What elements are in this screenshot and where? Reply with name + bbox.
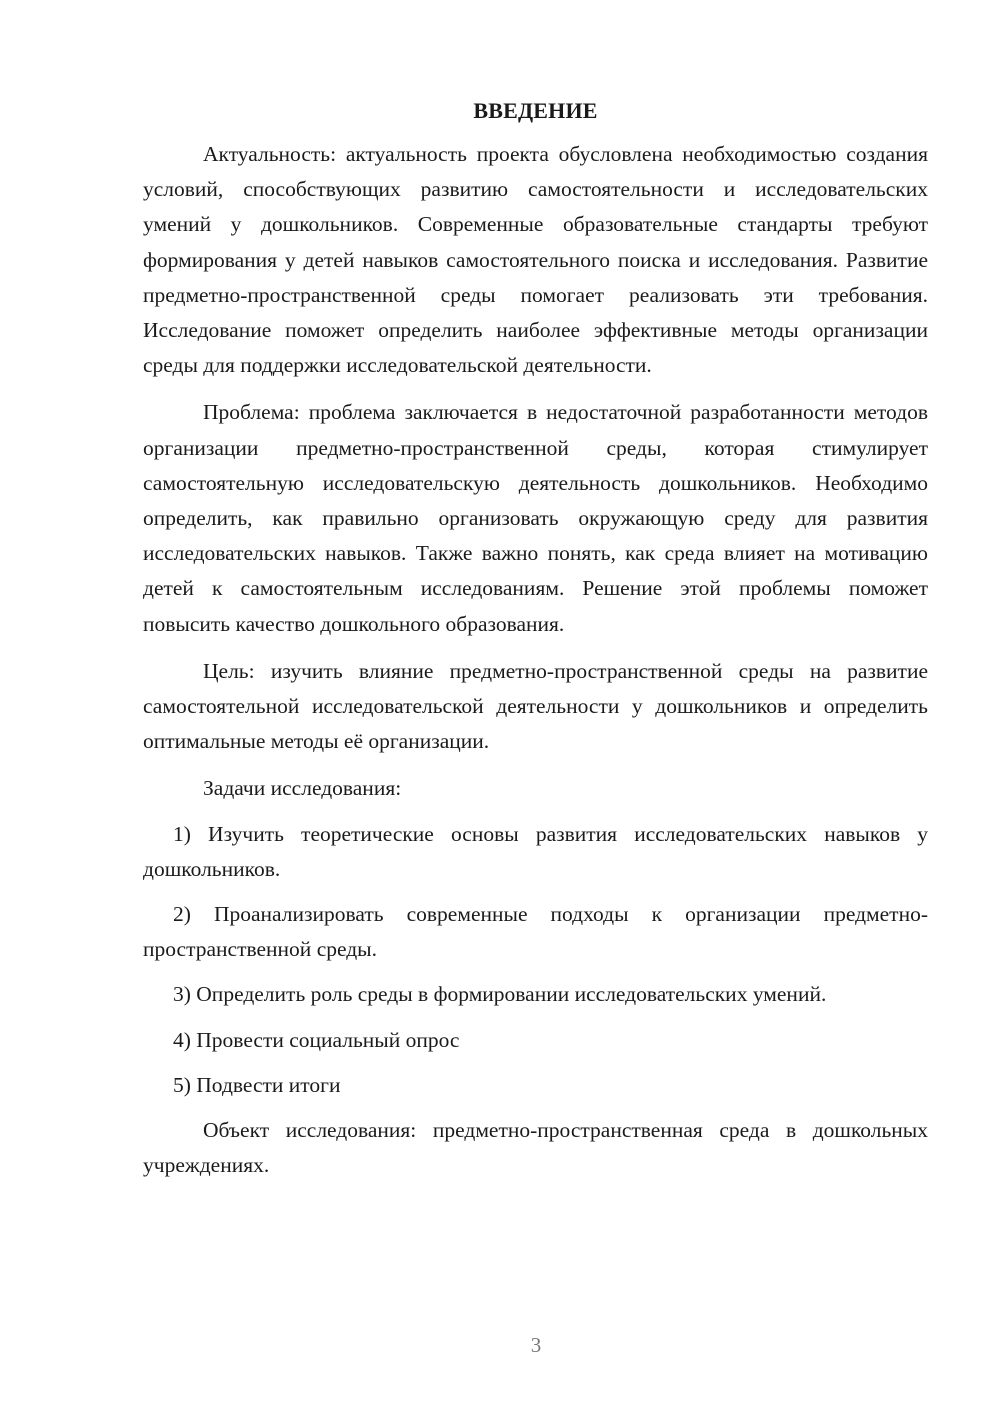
page-number: 3 <box>530 1333 542 1357</box>
relevance-paragraph: Актуальность: актуальность проекта обусловлена необходимостью создания условий, способствующих развитию самостоятельности и исследовательских умений у дошкольников. Современные образовательные стандарты требуют формирования у детей навыков самостоятельного поиска и исследования. Развитие предметно-пространственной среды помогает реализовать эти требования. Исследование поможет определить наиболее эффективные методы организации среды для поддержки исследовательской деятельности. <box>143 142 928 378</box>
task-item-5: 5) Подвести итоги <box>173 1072 341 1097</box>
task-item-4: 4) Провести социальный опрос <box>173 1027 460 1052</box>
tasks-heading: Задачи исследования: <box>203 776 402 801</box>
task-item-1: 1) Изучить теоретические основы развития исследовательских навыков у дошкольников. <box>143 821 928 881</box>
task-item-2: 2) Проанализировать современные подходы к организации предметно-пространственной среды. <box>143 902 928 962</box>
goal-paragraph: Цель: изучить влияние предметно-пространственной среды на развитие самостоятельной исследовательской деятельности у дошкольников и определить оптимальные методы её организации. <box>143 658 928 754</box>
task-item-3: 3) Определить роль среды в формировании исследовательских умений. <box>173 982 827 1007</box>
page-content <box>143 96 928 1195</box>
section-heading: ВВЕДЕНИЕ <box>473 98 598 123</box>
object-paragraph: Объект исследования: предметно-пространственная среда в дошкольных учреждениях. <box>143 1118 928 1178</box>
problem-paragraph: Проблема: проблема заключается в недостаточной разработанности методов организации предметно-пространственной среды, которая стимулирует самостоятельную исследовательскую деятельность дошкольников. Необходимо определить, как правильно организовать окружающую среду для развития исследовательских навыков. Также важно понять, как среда влияет на мотивацию детей к самостоятельным исследованиям. Решение этой проблемы поможет повысить качество дошкольного образования. <box>143 400 928 636</box>
